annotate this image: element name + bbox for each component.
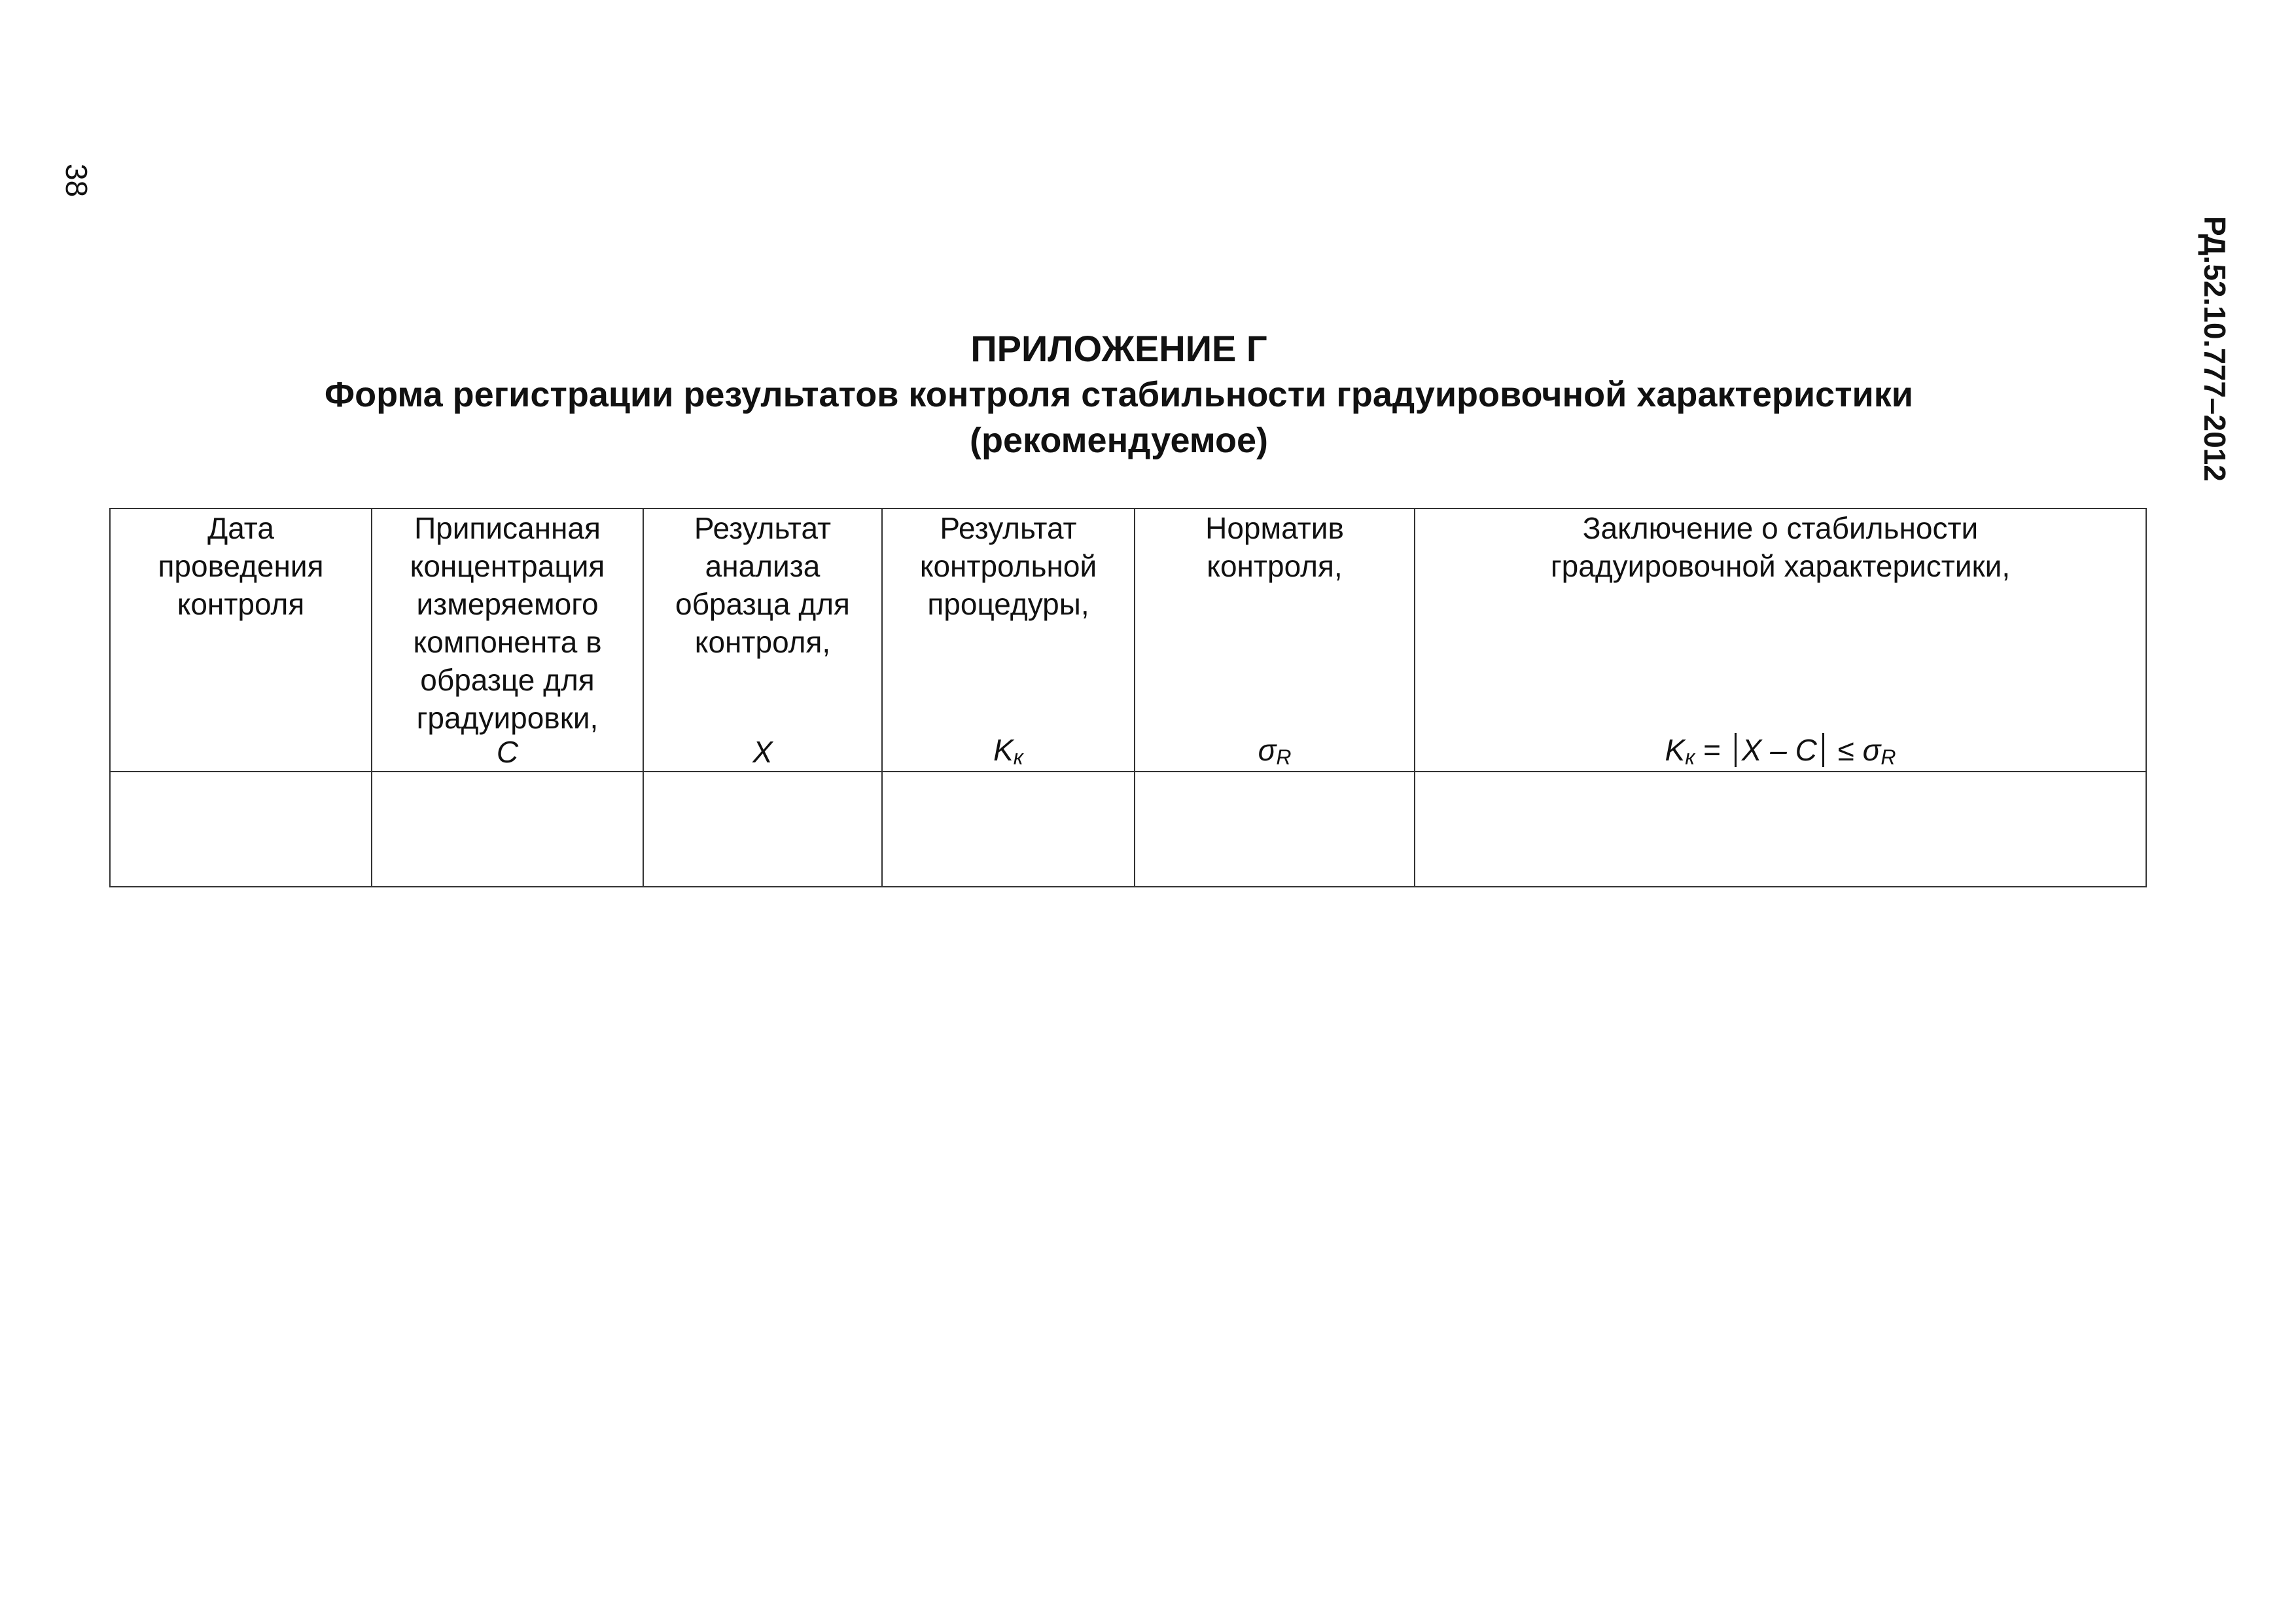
header-cell-assigned-concentration xyxy=(372,508,643,772)
header-label: Результат анализа образца для контроля, xyxy=(675,511,850,659)
table-cell xyxy=(1415,772,2146,887)
table-cell xyxy=(110,772,372,887)
table-header-row xyxy=(110,508,2146,772)
table-cell xyxy=(1135,772,1415,887)
formula-expression: X – C xyxy=(1741,733,1817,767)
header-symbol xyxy=(883,732,1134,770)
formula-equals: = xyxy=(1703,733,1721,767)
stability-formula xyxy=(1415,732,2146,770)
header-label: Дата проведения контроля xyxy=(158,511,324,621)
formula-le: ≤ xyxy=(1837,733,1854,767)
registration-table xyxy=(109,508,2147,887)
header-cell-control-standard xyxy=(1135,508,1415,772)
formula-rhs: σ xyxy=(1862,733,1881,767)
symbol-subscript: R xyxy=(1276,745,1292,769)
header-cell-conclusion xyxy=(1415,508,2146,772)
table-cell xyxy=(882,772,1135,887)
header-cell-analysis-result xyxy=(643,508,882,772)
header-label: Норматив контроля, xyxy=(1205,511,1344,583)
table-cell xyxy=(372,772,643,887)
formula-lhs-subscript: к xyxy=(1685,745,1695,769)
symbol-main: K xyxy=(993,733,1014,767)
abs-bar-right xyxy=(1822,733,1824,767)
header-symbol xyxy=(1135,732,1414,770)
form-title: Форма регистрации результатов контроля стабильности градуировочной характеристики xyxy=(325,375,1913,414)
header-label: Результат контрольной процедуры, xyxy=(919,511,1097,621)
symbol-subscript: к xyxy=(1013,745,1023,769)
form-subtitle: (рекомендуемое) xyxy=(970,421,1268,460)
appendix-title: ПРИЛОЖЕНИЕ Г xyxy=(970,328,1267,369)
abs-bar-left xyxy=(1735,733,1737,767)
header-symbol: X xyxy=(752,735,773,769)
table-row xyxy=(110,772,2146,887)
formula-rhs-subscript: R xyxy=(1881,745,1896,769)
header-cell-date xyxy=(110,508,372,772)
document-code: РД.52.10.777–2012 xyxy=(2198,216,2232,482)
header-label: Заключение о стабильности градуировочной характеристики, xyxy=(1550,511,2011,583)
formula-lhs: K xyxy=(1665,733,1686,767)
table-cell xyxy=(643,772,882,887)
page-number: 38 xyxy=(60,164,94,198)
header-cell-control-procedure-result xyxy=(882,508,1135,772)
symbol-main: σ xyxy=(1258,733,1277,767)
header-symbol: C xyxy=(496,735,519,769)
header-label: Приписанная концентрация измеряемого компонента в образце для градуировки, xyxy=(410,511,605,735)
